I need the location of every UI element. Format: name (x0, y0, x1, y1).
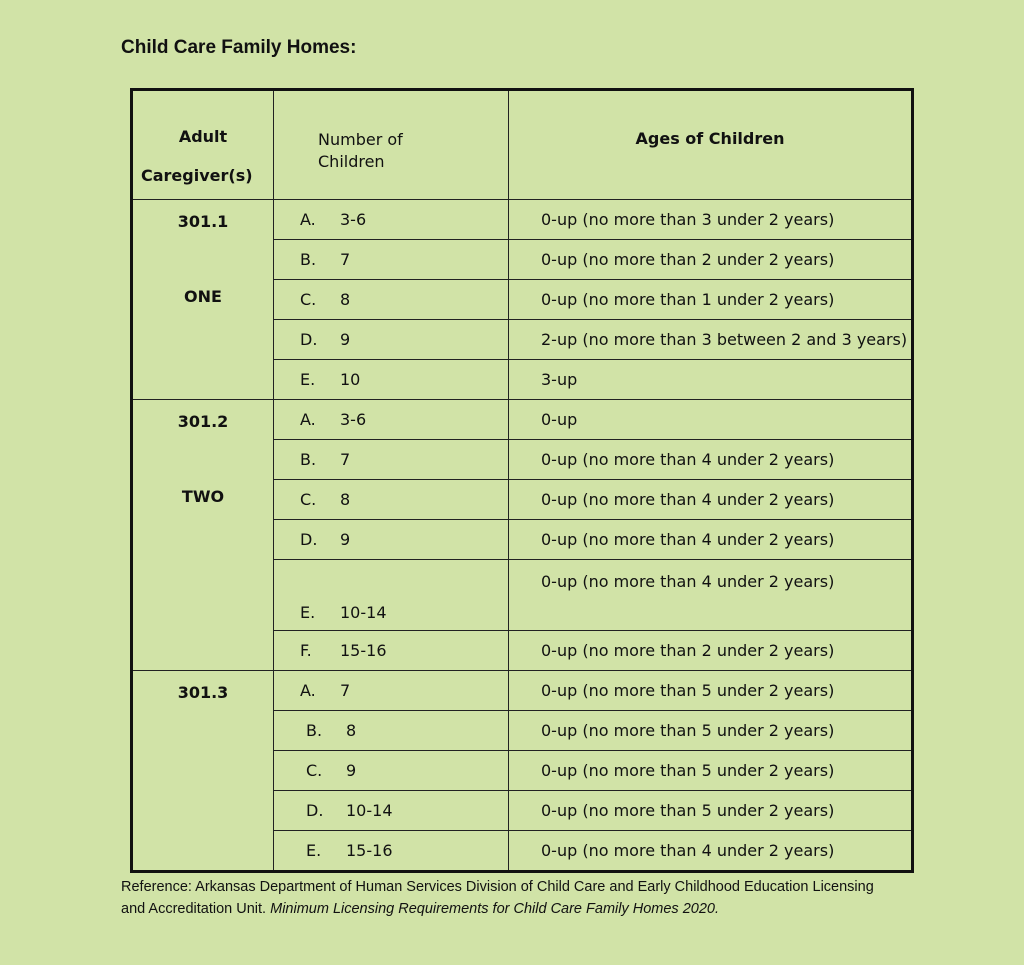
children-count: 7 (340, 681, 351, 700)
ages-of-children-cell: 0-up (no more than 2 under 2 years) (509, 631, 913, 671)
children-count: 7 (340, 250, 351, 269)
option-letter: F. (300, 641, 312, 660)
children-count: 9 (346, 761, 357, 780)
number-of-children-cell (274, 671, 509, 711)
option-letter: B. (300, 450, 317, 469)
table-row (132, 400, 913, 440)
table-row (132, 200, 913, 240)
ages-of-children-cell: 0-up (509, 400, 913, 440)
children-count: 15-16 (340, 641, 387, 660)
option-letter: C. (306, 761, 323, 780)
children-count: 8 (346, 721, 357, 740)
ages-of-children-cell: 0-up (no more than 4 under 2 years) (509, 560, 913, 631)
page-title: Child Care Family Homes: (121, 37, 357, 58)
children-count: 9 (340, 330, 351, 349)
option-letter: C. (300, 490, 317, 509)
children-count: 9 (340, 530, 351, 549)
number-of-children-cell (274, 400, 509, 440)
ages-of-children-cell: 0-up (no more than 1 under 2 years) (509, 280, 913, 320)
children-count: 7 (340, 450, 351, 469)
ages-of-children-cell: 0-up (no more than 5 under 2 years) (509, 791, 913, 831)
section-number: 301.3 (177, 683, 229, 702)
number-of-children-cell (274, 631, 509, 671)
caregiver-count: ONE (184, 287, 222, 306)
number-of-children-cell (274, 200, 509, 240)
table-header-row (132, 90, 913, 200)
number-of-children-cell (274, 480, 509, 520)
reference-title: Minimum Licensing Requirements for Child Care Family Homes 2020. (270, 901, 719, 917)
ages-of-children-cell: 0-up (no more than 4 under 2 years) (509, 440, 913, 480)
children-count: 3-6 (340, 210, 367, 229)
option-letter: E. (300, 603, 316, 622)
option-letter: A. (300, 410, 316, 429)
children-count: 10 (340, 370, 361, 389)
option-letter: E. (300, 370, 316, 389)
header-adult-caregivers (132, 90, 274, 200)
ages-of-children-cell: 2-up (no more than 3 between 2 and 3 years) (509, 320, 913, 360)
caregiver-count: TWO (181, 487, 225, 506)
header-number-of-children (274, 90, 509, 200)
option-letter: D. (300, 330, 318, 349)
number-of-children-cell (274, 711, 509, 751)
caregiver-group-cell (132, 400, 274, 671)
children-count: 10-14 (340, 603, 387, 622)
option-letter: B. (306, 721, 323, 740)
option-letter: D. (306, 801, 324, 820)
number-of-children-cell (274, 360, 509, 400)
children-count: 10-14 (346, 801, 393, 820)
header-ages-label: Ages of Children (635, 129, 785, 148)
option-letter: E. (306, 841, 322, 860)
number-of-children-cell (274, 280, 509, 320)
ages-of-children-cell: 0-up (no more than 4 under 2 years) (509, 520, 913, 560)
header-number-label: Number of Children (318, 130, 403, 171)
ages-of-children-cell: 0-up (no more than 4 under 2 years) (509, 480, 913, 520)
reference-text: Reference: Arkansas Department of Human Services Division of Child Care and Early Childhood Education Licensing and Accreditation Unit. (121, 879, 874, 917)
number-of-children-cell (274, 240, 509, 280)
number-of-children-cell (274, 831, 509, 872)
header-adult-label: Adult (178, 127, 228, 146)
ages-of-children-cell: 3-up (509, 360, 913, 400)
children-count: 15-16 (346, 841, 393, 860)
option-letter: C. (300, 290, 317, 309)
option-letter: A. (300, 681, 316, 700)
ages-of-children-cell: 0-up (no more than 5 under 2 years) (509, 671, 913, 711)
children-count: 3-6 (340, 410, 367, 429)
ages-of-children-cell: 0-up (no more than 2 under 2 years) (509, 240, 913, 280)
section-number: 301.1 (177, 212, 229, 231)
children-count: 8 (340, 290, 351, 309)
header-ages-of-children (509, 90, 913, 200)
number-of-children-cell (274, 440, 509, 480)
option-letter: D. (300, 530, 318, 549)
caregiver-group-cell (132, 200, 274, 400)
option-letter: A. (300, 210, 316, 229)
ages-of-children-cell: 0-up (no more than 4 under 2 years) (509, 831, 913, 872)
header-caregivers-label: Caregiver(s) (141, 166, 253, 185)
number-of-children-cell (274, 751, 509, 791)
reference-note (121, 876, 881, 920)
number-of-children-cell (274, 520, 509, 560)
ages-of-children-cell: 0-up (no more than 3 under 2 years) (509, 200, 913, 240)
caregiver-group-cell (132, 671, 274, 872)
children-count: 8 (340, 490, 351, 509)
option-letter: B. (300, 250, 317, 269)
ages-of-children-cell: 0-up (no more than 5 under 2 years) (509, 751, 913, 791)
number-of-children-cell (274, 560, 509, 631)
number-of-children-cell (274, 320, 509, 360)
table-row (132, 671, 913, 711)
section-number: 301.2 (177, 412, 229, 431)
ages-of-children-cell: 0-up (no more than 5 under 2 years) (509, 711, 913, 751)
child-care-ratio-table (130, 88, 914, 873)
number-of-children-cell (274, 791, 509, 831)
